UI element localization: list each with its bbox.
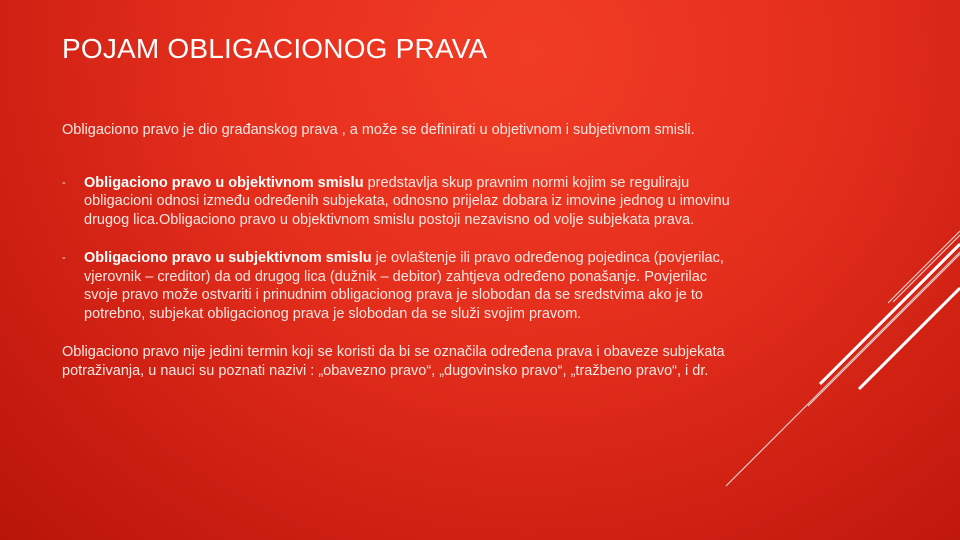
bullet-dash: - [62,252,66,264]
bullet-item-subjective [62,249,732,323]
bullet-dash: - [62,176,66,189]
bullet-item-objective [62,174,732,230]
bullet-text-objective: predstavlja skup pravnim normi kojim se reguliraju obligacioni odnosi između određenih subjekata, odnosno prijelaz dobara iz imovine jednog u imovinu drugog lica.Obligaciono pravo u objektivnom smislu postoji nezavisno od volje subjekata prava. [84,174,730,228]
intro-paragraph: Obligaciono pravo je dio građanskog prava , a može se definirati u objetivnom i subjetivnom smisli. [62,122,695,138]
bullet-term-subjective: Obligaciono pravo u subjektivnom smislu [84,250,372,266]
outro-paragraph: Obligaciono pravo nije jedini termin koji se koristi da bi se označila određena prava i obaveze subjekata potraživanja, u nauci su poznati nazivi : „obavezno pravo“, „dugovinsko pravo“, „tražbeno pravo“, i dr. [62,344,725,379]
slide-title: POJAM OBLIGACIONOG PRAVA [62,33,488,64]
bullet-text-subjective: je ovlaštenje ili pravo određenog pojedinca (povjerilac, vjerovnik – creditor) da od drugog lica (dužnik – debitor) zahtjeva određeno ponašanje. Povjerilac svoje pravo može ostvariti i prinudnim obligacionog prava je slobodan da se sredstvima ako je to potrebno, subjekat obligacionog prava je slobodan da se služi svojim pravom. [84,250,724,322]
deco-line-1 [888,231,960,303]
deco-line-3 [820,244,960,384]
bullet-term-objective: Obligaciono pravo u objektivnom smislu [84,174,364,191]
deco-line-6 [726,252,960,486]
deco-line-5 [808,254,960,406]
deco-line-2 [893,235,960,302]
slide-body [62,121,732,380]
